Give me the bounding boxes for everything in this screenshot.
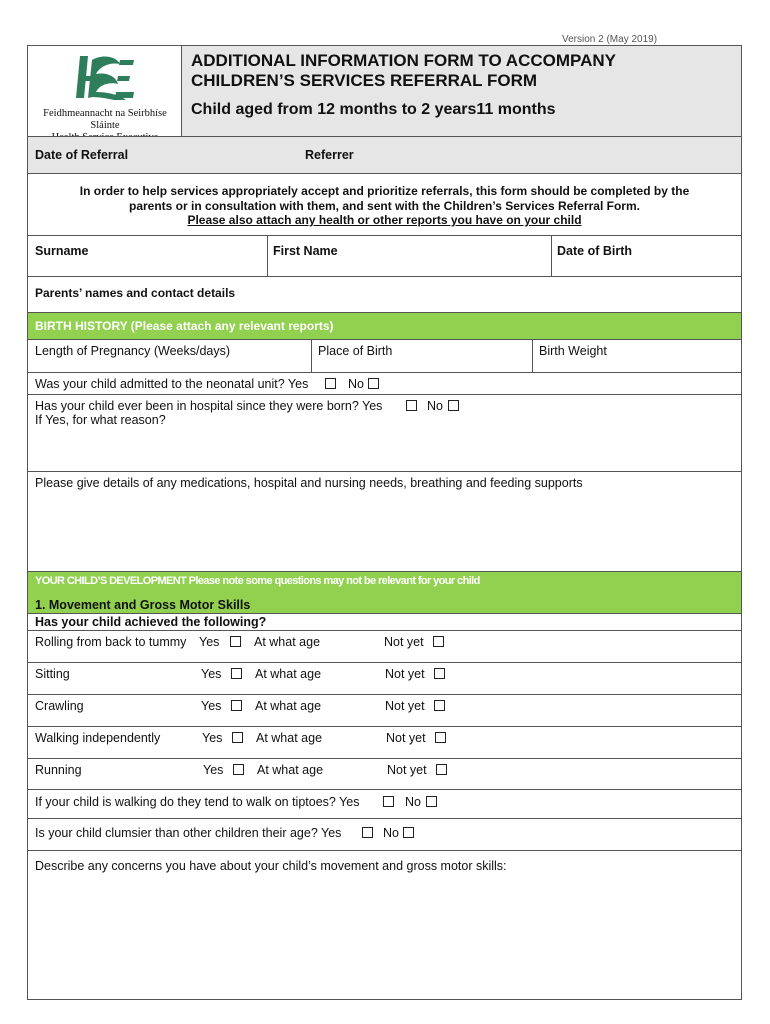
pregnancy-length-label: Length of Pregnancy (Weeks/days) <box>35 344 231 358</box>
intro-line3: Please also attach any health or other reports you have on your child <box>187 213 582 227</box>
medications-question: Please give details of any medications, hospital and nursing needs, breathing and feeding supports <box>35 476 583 490</box>
skill-not-yet-checkbox[interactable] <box>433 636 444 647</box>
skill-yes-checkbox[interactable] <box>232 732 243 743</box>
skill-age-label: At what age <box>255 667 322 681</box>
hospital-reason-label: If Yes, for what reason? <box>35 413 166 427</box>
intro-line2: parents or in consultation with them, and sent with the Children’s Services Referral Form. <box>129 199 640 213</box>
skill-age-label: At what age <box>255 699 322 713</box>
achieved-question: Has your child achieved the following? <box>35 615 267 629</box>
divider <box>27 662 742 663</box>
clumsier-question: Is your child clumsier than other children their age? Yes <box>35 826 342 840</box>
hse-logo-mark <box>30 48 180 108</box>
hospital-question: Has your child ever been in hospital since they were born? Yes <box>35 399 383 413</box>
skill-not-yet-label: Not yet <box>385 699 425 713</box>
development-header: YOUR CHILD’S DEVELOPMENT Please note some questions may not be relevant for your child <box>35 575 480 587</box>
surname-label: Surname <box>35 244 89 258</box>
skill-label: Sitting <box>35 667 70 681</box>
form-subtitle: Child aged from 12 months to 2 years11 months <box>191 101 556 118</box>
divider <box>181 45 182 137</box>
version-label: Version 2 (May 2019) <box>562 34 658 45</box>
neonatal-no-label: No <box>348 377 364 391</box>
birth-weight-label: Birth Weight <box>539 344 607 358</box>
clumsier-yes-checkbox[interactable] <box>362 827 373 838</box>
hospital-yes-checkbox[interactable] <box>406 400 417 411</box>
skill-yes-checkbox[interactable] <box>230 636 241 647</box>
neonatal-no-checkbox[interactable] <box>368 378 379 389</box>
parents-contact-label: Parents’ names and contact details <box>35 286 236 300</box>
skill-age-label: At what age <box>254 635 321 649</box>
skill-label: Running <box>35 763 82 777</box>
divider <box>311 339 312 372</box>
neonatal-yes-checkbox[interactable] <box>325 378 336 389</box>
tiptoes-yes-checkbox[interactable] <box>383 796 394 807</box>
divider <box>27 372 742 373</box>
hospital-no-label: No <box>427 399 443 413</box>
movement-concerns-field[interactable] <box>30 876 739 996</box>
skill-label: Crawling <box>35 699 84 713</box>
skill-yes-checkbox[interactable] <box>233 764 244 775</box>
skill-yes-checkbox[interactable] <box>231 700 242 711</box>
skill-not-yet-checkbox[interactable] <box>434 700 445 711</box>
skill-not-yet-checkbox[interactable] <box>434 668 445 679</box>
skill-not-yet-checkbox[interactable] <box>436 764 447 775</box>
hse-logo <box>30 48 180 136</box>
skill-yes-label: Yes <box>201 699 222 713</box>
date-of-birth-label: Date of Birth <box>557 244 632 258</box>
skill-not-yet-checkbox[interactable] <box>435 732 446 743</box>
skill-yes-label: Yes <box>202 731 223 745</box>
skill-label: Walking independently <box>35 731 161 745</box>
divider <box>27 818 742 819</box>
divider <box>27 726 742 727</box>
divider <box>27 758 742 759</box>
logo-org-irish: Feidhmeannacht na Seirbhíse Sláinte <box>43 108 167 131</box>
form-title-line2: CHILDREN’S SERVICES REFERRAL FORM <box>191 71 538 90</box>
skill-not-yet-label: Not yet <box>387 763 427 777</box>
skill-age-label: At what age <box>257 763 324 777</box>
divider <box>27 276 742 277</box>
place-of-birth-label: Place of Birth <box>318 344 393 358</box>
tiptoes-no-checkbox[interactable] <box>426 796 437 807</box>
divider <box>27 339 742 340</box>
skill-yes-label: Yes <box>201 667 222 681</box>
divider <box>27 394 742 395</box>
divider <box>27 694 742 695</box>
clumsier-no-checkbox[interactable] <box>403 827 414 838</box>
hospital-no-checkbox[interactable] <box>448 400 459 411</box>
skill-label: Rolling from back to tummy <box>35 635 187 649</box>
neonatal-question: Was your child admitted to the neonatal unit? Yes <box>35 377 309 391</box>
skill-yes-label: Yes <box>199 635 220 649</box>
movement-concerns-question: Describe any concerns you have about your child’s movement and gross motor skills: <box>35 859 507 873</box>
divider <box>267 235 268 276</box>
intro-line1: In order to help services appropriately accept and prioritize referrals, this form should be completed by the <box>79 184 690 198</box>
skill-yes-label: Yes <box>203 763 224 777</box>
movement-section-title: 1. Movement and Gross Motor Skills <box>35 598 251 612</box>
divider <box>27 789 742 790</box>
divider <box>27 613 742 614</box>
form-title-line1: ADDITIONAL INFORMATION FORM TO ACCOMPANY <box>191 51 616 70</box>
divider <box>27 630 742 631</box>
divider <box>27 173 742 174</box>
referrer-label: Referrer <box>305 148 354 162</box>
birth-history-header: BIRTH HISTORY (Please attach any relevant reports) <box>35 319 334 333</box>
divider <box>551 235 552 276</box>
tiptoes-question: If your child is walking do they tend to walk on tiptoes? Yes <box>35 795 360 809</box>
clumsier-no-label: No <box>383 826 399 840</box>
first-name-label: First Name <box>273 244 338 258</box>
skill-not-yet-label: Not yet <box>385 667 425 681</box>
referral-row <box>28 137 741 173</box>
divider <box>27 850 742 851</box>
divider <box>27 235 742 236</box>
divider <box>27 471 742 472</box>
skill-not-yet-label: Not yet <box>384 635 424 649</box>
divider <box>532 339 533 372</box>
skill-age-label: At what age <box>256 731 323 745</box>
date-of-referral-label: Date of Referral <box>35 148 129 162</box>
skill-not-yet-label: Not yet <box>386 731 426 745</box>
tiptoes-no-label: No <box>405 795 421 809</box>
skill-yes-checkbox[interactable] <box>231 668 242 679</box>
